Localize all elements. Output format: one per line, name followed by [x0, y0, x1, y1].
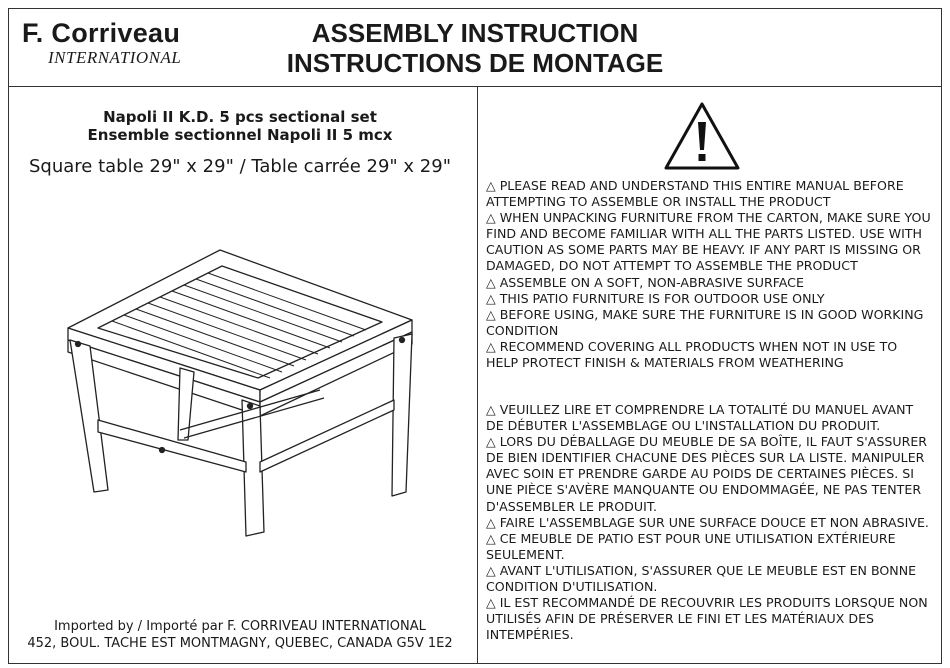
importer-line-1: Imported by / Importé par F. CORRIVEAU INTERNATIONAL [54, 619, 426, 634]
warning-item: △ LORS DU DÉBALLAGE DU MEUBLE DE SA BOÎTE, IL FAUT S'ASSURER DE BIEN IDENTIFIER CHACUNE DES PIÈCES SUR LA LISTE. MANIPULER AVEC SOIN ET PRENDRE GARDE AU POIDS DE CERTAINES PIÈCES. SI UNE PIÈCE S'AVÈRE MANQUANTE OU ENDOMMAGÉE, NE PAS TENTER D'ASSEMBLER LE PRODUIT. [486, 434, 928, 514]
column-divider [477, 87, 478, 664]
company-logo [22, 18, 222, 68]
importer-address: 452, BOUL. TACHE EST MONTMAGNY, QUEBEC, CANADA G5V 1E2 [27, 636, 453, 651]
title-fr: INSTRUCTIONS DE MONTAGE [286, 48, 664, 78]
logo-subtitle: INTERNATIONAL [48, 48, 182, 67]
importer-info [20, 618, 460, 652]
warning-item: △ CE MEUBLE DE PATIO EST POUR UNE UTILISATION EXTÉRIEURE SEULEMENT. [486, 530, 896, 562]
warning-item: △ ASSEMBLE ON A SOFT, NON-ABRASIVE SURFACE [486, 274, 804, 290]
header-divider [8, 86, 942, 87]
warning-triangle-icon [662, 100, 742, 172]
warning-item: △ WHEN UNPACKING FURNITURE FROM THE CARTON, MAKE SURE YOU FIND AND BECOME FAMILIAR WITH ALL THE PARTS LISTED. USE WITH CAUTION AS SOME PARTS MAY BE HEAVY. IF ANY PART IS MISSING OR DAMAGED, DO NOT ATTEMPT TO ASSEMBLE THE PRODUCT [486, 210, 931, 274]
warning-item: △ VEUILLEZ LIRE ET COMPRENDRE LA TOTALITÉ DU MANUEL AVANT DE DÉBUTER L'ASSEMBLAGE OU L'INSTALLATION DU PRODUIT. [486, 402, 914, 434]
product-name-fr: Ensemble sectionnel Napoli II 5 mcx [87, 126, 393, 144]
square-table-drawing [60, 240, 420, 540]
page-title [240, 18, 710, 78]
product-size: Square table 29" x 29" / Table carrée 29" x 29" [29, 156, 451, 177]
warnings-french [486, 402, 931, 643]
product-info [20, 108, 460, 177]
warning-item: △ PLEASE READ AND UNDERSTAND THIS ENTIRE MANUAL BEFORE ATTEMPTING TO ASSEMBLE OR INSTALL THE PRODUCT [486, 178, 904, 210]
warning-item: △ FAIRE L'ASSEMBLAGE SUR UNE SURFACE DOUCE ET NON ABRASIVE. [486, 514, 929, 530]
warning-item: △ THIS PATIO FURNITURE IS FOR OUTDOOR USE ONLY [486, 290, 825, 306]
warning-item: △ BEFORE USING, MAKE SURE THE FURNITURE IS IN GOOD WORKING CONDITION [486, 306, 924, 338]
warnings-english [486, 178, 931, 371]
warning-item: △ AVANT L'UTILISATION, S'ASSURER QUE LE MEUBLE EST EN BONNE CONDITION D'UTILISATION. [486, 562, 917, 595]
logo-name: F. Corriveau [22, 18, 181, 48]
title-en: ASSEMBLY INSTRUCTION [311, 18, 639, 48]
warning-item: △ RECOMMEND COVERING ALL PRODUCTS WHEN NOT IN USE TO HELP PROTECT FINISH & MATERIALS FROM WEATHERING [486, 338, 898, 371]
product-name-en: Napoli II K.D. 5 pcs sectional set [103, 108, 377, 126]
warning-item: △ IL EST RECOMMANDÉ DE RECOUVRIR LES PRODUITS LORSQUE NON UTILISÉS AFIN DE PRÉSERVER LE FINI ET LES MATÉRIAUX DES INTEMPÉRIES. [486, 595, 928, 643]
